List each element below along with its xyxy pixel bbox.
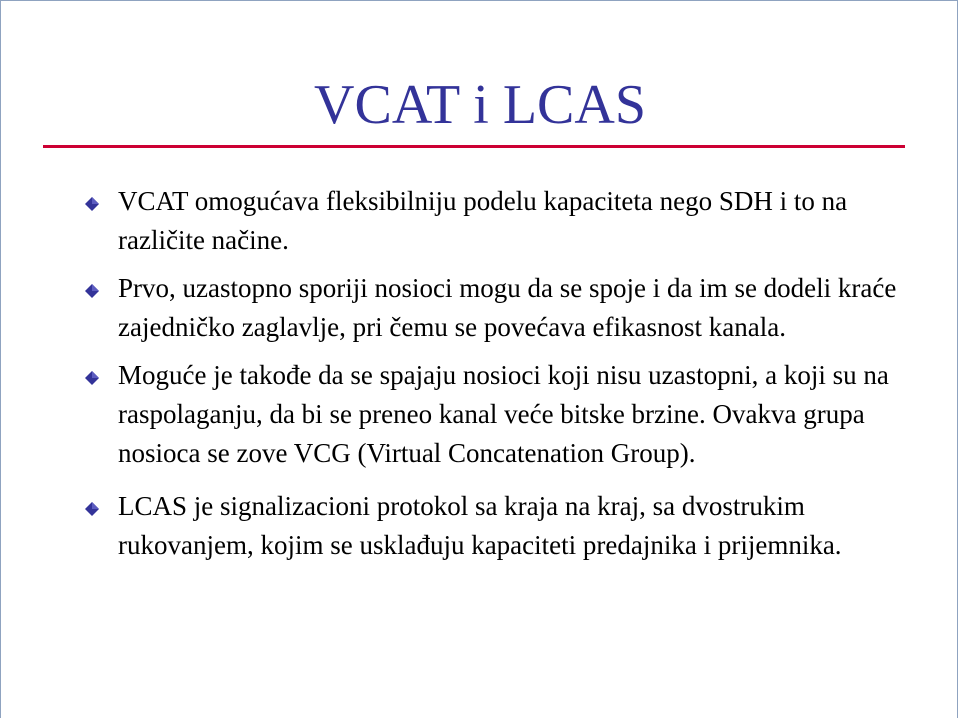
bullet-item — [82, 487, 902, 565]
bullet-text: Moguće je takođe da se spajaju nosioci koji nisu uzastopni, a koji su na raspolaganju, da bi se preneo kanal veće bitske brzine. Ovakva grupa nosioca se zove VCG (Virtual Concatenation Group). — [118, 360, 889, 468]
bullet-item — [82, 269, 902, 347]
title-divider — [43, 145, 905, 148]
bullet-text: Prvo, uzastopno sporiji nosioci mogu da se spoje i da im se dodeli kraće zajedničko zaglavlje, pri čemu se povećava efikasnost kanala. — [118, 273, 897, 342]
diamond-bullet-icon — [84, 370, 100, 386]
diamond-bullet-icon — [84, 283, 100, 299]
bullet-item — [82, 356, 902, 473]
diamond-bullet-icon — [84, 196, 100, 212]
diamond-bullet-icon — [84, 501, 100, 517]
bullet-list — [82, 182, 902, 565]
bullet-item — [82, 182, 902, 260]
bullet-text: VCAT omogućava fleksibilniju podelu kapaciteta nego SDH i to na različite načine. — [118, 186, 848, 255]
bullet-text: LCAS je signalizacioni protokol sa kraja na kraj, sa dvostrukim rukovanjem, kojim se usklađuju kapaciteti predajnika i prijemnika. — [118, 491, 842, 560]
slide-title: VCAT i LCAS — [314, 74, 646, 136]
